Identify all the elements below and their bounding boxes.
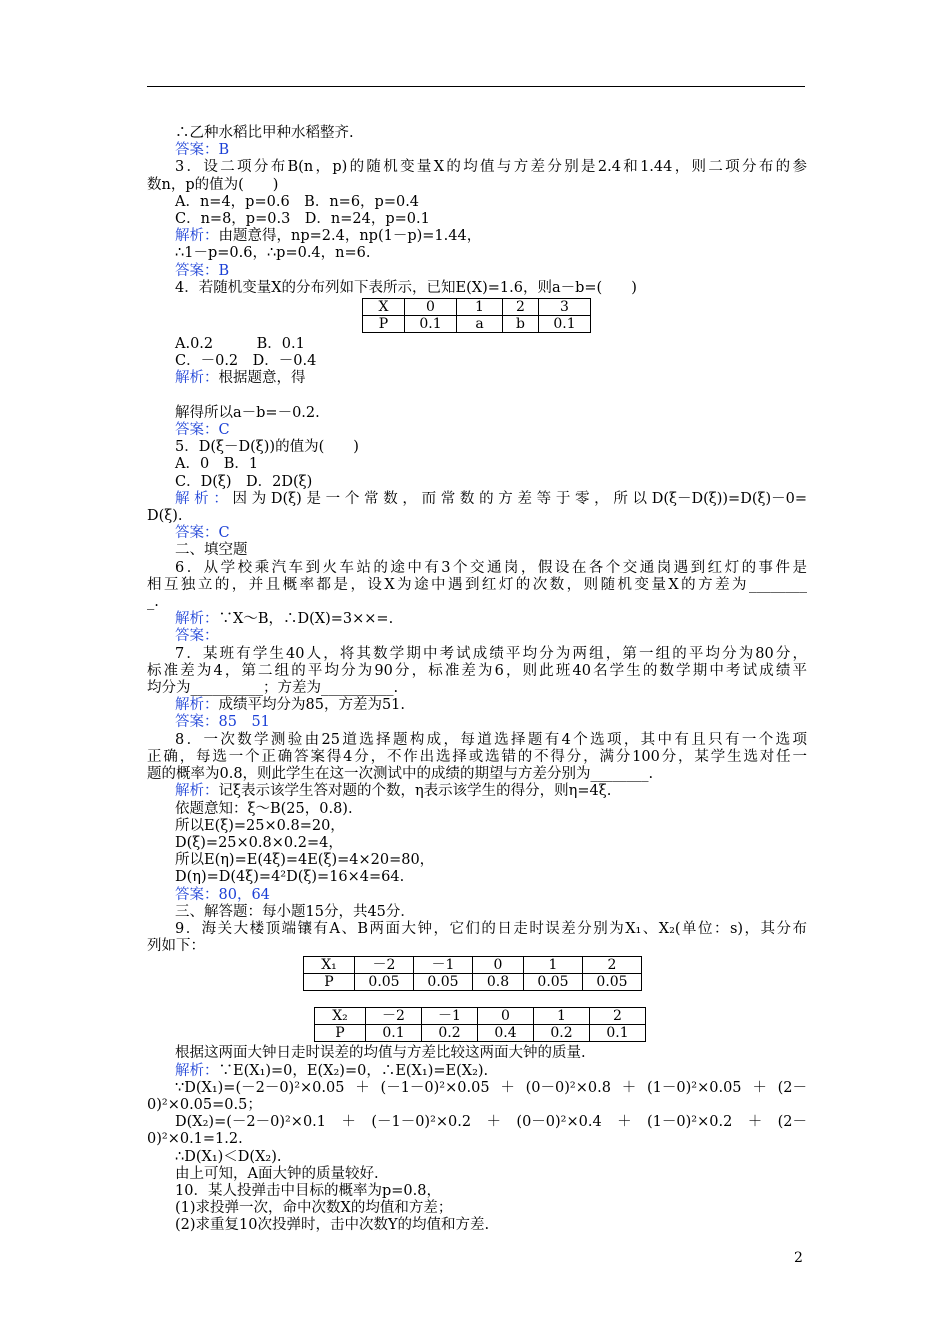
question-7-line: 标准差为4，第二组的平均分为90分，标准差为6，则此班40名学生的数学期中考试成绩平: [147, 662, 807, 679]
table-cell: 0.2: [422, 1025, 478, 1042]
analysis-label: 解析：: [175, 228, 219, 245]
analysis-label: 解析：: [175, 1062, 219, 1079]
header-rule: [147, 86, 805, 87]
analysis-line: 解析：因为D(ξ)是一个常数，而常数的方差等于零，所以D(ξ－D(ξ))=D(ξ)－0=: [175, 490, 808, 507]
text-line: D(η)=D(4ξ)=4²D(ξ)=16×4=64.: [175, 869, 405, 886]
table-cell: 0.4: [478, 1025, 534, 1042]
table-cell: 0.2: [534, 1025, 590, 1042]
distribution-table-x1: [303, 956, 642, 991]
table-cell: 0: [405, 299, 457, 316]
table-row: [315, 1008, 646, 1025]
question-5-line: 5．D(ξ－D(ξ))的值为( ): [175, 439, 359, 456]
table-cell: 0.1: [590, 1025, 646, 1042]
table-cell: 2: [503, 299, 539, 316]
question-8-line: 题的概率为0.8，则此学生在这一次测试中的成绩的期望与方差分别为________.: [147, 766, 654, 783]
question-6-line: _.: [147, 594, 159, 611]
table-cell: 0: [473, 957, 524, 974]
table-cell: a: [457, 316, 503, 333]
table-cell: 0.05: [524, 974, 583, 991]
text-line: D(ξ)=25×0.8×0.2=4，: [175, 834, 343, 851]
text-line: ∴D(X₁)＜D(X₂).: [175, 1148, 282, 1165]
blank-line: [147, 388, 807, 405]
answer-line: 答案：C: [175, 525, 230, 542]
answer-line: 答案：: [175, 628, 219, 645]
answer-line: 答案：B: [175, 262, 230, 279]
option-line: A.0.2 B．0.1: [175, 336, 305, 353]
question-7-line: 均分为__________；方差为__________.: [147, 680, 399, 697]
table-cell: －2: [366, 1008, 422, 1025]
question-10-line: (1)求投弹一次，命中次数X的均值和方差；: [175, 1200, 453, 1217]
text-line: 所以E(ξ)=25×0.8=20，: [175, 817, 345, 834]
question-7-line: 7．某班有学生40人，将其数学期中考试成绩平均分为两组，第一组的平均分为80分，: [175, 645, 807, 662]
text-line: D(X₂)=(－2－0)²×0.1＋(－1－0)²×0.2＋(0－0)²×0.4＋(1－0)²×0.2＋(2－: [175, 1114, 807, 1131]
answer-line: 答案：80，64: [175, 886, 270, 903]
question-8-line: 8．一次数学测验由25道选择题构成，每道选择题有4个选项，其中有且只有一个选项: [175, 731, 807, 748]
table-cell: P: [363, 316, 405, 333]
table-row: [315, 1025, 646, 1042]
option-line: C．－0.2 D．－0.4: [175, 353, 317, 370]
text-line: 0)²×0.1=1.2.: [147, 1131, 243, 1148]
section-heading: 二、填空题: [175, 542, 248, 559]
table-cell: 2: [583, 957, 642, 974]
analysis-label: 解析：: [175, 370, 219, 387]
page-body: [147, 125, 807, 1235]
analysis-line: 解析：由题意得，np=2.4，np(1－p)=1.44，: [175, 228, 482, 245]
option-line: C．n=8，p=0.3 D．n=24，p=0.1: [175, 211, 430, 228]
analysis-label: 解析：: [175, 697, 219, 714]
distribution-table-1: [362, 298, 591, 333]
option-line: A．n=4，p=0.6 B．n=6，p=0.4: [175, 193, 420, 210]
text-line: 依题意知：ξ～B(25，0.8).: [175, 800, 353, 817]
table-row: [363, 299, 591, 316]
answer-line: 答案：85 51: [175, 714, 270, 731]
question-3-line: 数n，p的值为( ): [147, 176, 279, 193]
table-cell: 0.1: [405, 316, 457, 333]
analysis-label: 解析：: [175, 490, 233, 507]
table-cell: X₁: [304, 957, 355, 974]
text-line: 根据这两面大钟日走时误差的均值与方差比较这两面大钟的质量.: [175, 1045, 586, 1062]
question-10-line: (2)求重复10次投弹时，击中次数Y的均值和方差.: [175, 1217, 490, 1234]
question-9-line: 9．海关大楼顶端镶有A、B两面大钟，它们的日走时误差分别为X₁、X₂(单位：s)，其分布: [175, 920, 807, 937]
analysis-line: 解析：根据题意，得: [175, 370, 306, 387]
analysis-line: 解析：∵X～B，∴D(X)=3××=.: [175, 611, 394, 628]
text-line: 解得所以a－b=－0.2.: [175, 404, 320, 421]
text-line: 由上可知，A面大钟的质量较好.: [175, 1165, 379, 1182]
answer-line: 答案：C: [175, 422, 230, 439]
table-cell: 0.1: [366, 1025, 422, 1042]
section-heading: 三、解答题：每小题15分，共45分．: [175, 903, 415, 920]
answer-line: 答案：B: [175, 142, 230, 159]
question-10-line: 10．某人投弹击中目标的概率为p=0.8，: [175, 1182, 441, 1199]
table-cell: 0.05: [414, 974, 473, 991]
table-cell: b: [503, 316, 539, 333]
analysis-line: 解析：成绩平均分为85，方差为51.: [175, 697, 406, 714]
table-row: [304, 957, 642, 974]
option-line: C．D(ξ) D．2D(ξ): [175, 473, 313, 490]
table-cell: P: [304, 974, 355, 991]
table-row: [304, 974, 642, 991]
text-line: 所以E(η)=E(4ξ)=4E(ξ)=4×20=80，: [175, 852, 435, 869]
table-cell: 2: [590, 1008, 646, 1025]
question-4-line: 4．若随机变量X的分布列如下表所示，已知E(X)=1.6，则a－b=( ): [175, 279, 637, 296]
table-cell: 3: [539, 299, 591, 316]
table-cell: 0.8: [473, 974, 524, 991]
text-line: ∴乙种水稻比甲种水稻整齐.: [175, 125, 354, 141]
table-cell: X: [363, 299, 405, 316]
table-cell: －1: [414, 957, 473, 974]
table-cell: 0.05: [355, 974, 414, 991]
table-row: [363, 316, 591, 333]
page-number: 2: [794, 1250, 803, 1266]
question-3-line: 3．设二项分布B(n，p)的随机变量X的均值与方差分别是2.4和1.44，则二项分布的参: [175, 159, 807, 176]
table-cell: 0.05: [583, 974, 642, 991]
question-8-line: 正确，每选一个正确答案得4分，不作出选择或选错的不得分，满分100分，某学生选对任一: [147, 748, 807, 765]
table-cell: 0: [478, 1008, 534, 1025]
text-line: 0)²×0.05=0.5；: [147, 1096, 262, 1113]
question-6-line: 6．从学校乘汽车到火车站的途中有3个交通岗，假设在各个交通岗遇到红灯的事件是: [175, 559, 807, 576]
analysis-label: 解析：: [175, 611, 219, 628]
distribution-table-x2: [314, 1007, 646, 1042]
question-6-line: 相互独立的，并且概率都是，设X为途中遇到红灯的次数，则随机变量X的方差为________: [147, 576, 807, 593]
table-cell: 0.1: [539, 316, 591, 333]
table-cell: －1: [422, 1008, 478, 1025]
table-cell: 1: [524, 957, 583, 974]
analysis-line: 解析：记ξ表示该学生答对题的个数，η表示该学生的得分，则η=4ξ.: [175, 783, 612, 800]
analysis-label: 解析：: [175, 783, 219, 800]
question-9-line: 列如下：: [147, 938, 205, 955]
table-cell: －2: [355, 957, 414, 974]
text-line: D(ξ).: [147, 508, 183, 525]
table-cell: 1: [534, 1008, 590, 1025]
table-cell: X₂: [315, 1008, 366, 1025]
text-line: ∴1－p=0.6，∴p=0.4，n=6.: [175, 245, 371, 262]
analysis-line: 解析：∵E(X₁)=0，E(X₂)=0，∴E(X₁)=E(X₂).: [175, 1062, 489, 1079]
table-cell: 1: [457, 299, 503, 316]
text-line: ∵D(X₁)=(－2－0)²×0.05＋(－1－0)²×0.05＋(0－0)²×0.8＋(1－0)²×0.05＋(2－: [175, 1079, 807, 1096]
table-cell: P: [315, 1025, 366, 1042]
option-line: A．0 B．1: [175, 456, 259, 473]
